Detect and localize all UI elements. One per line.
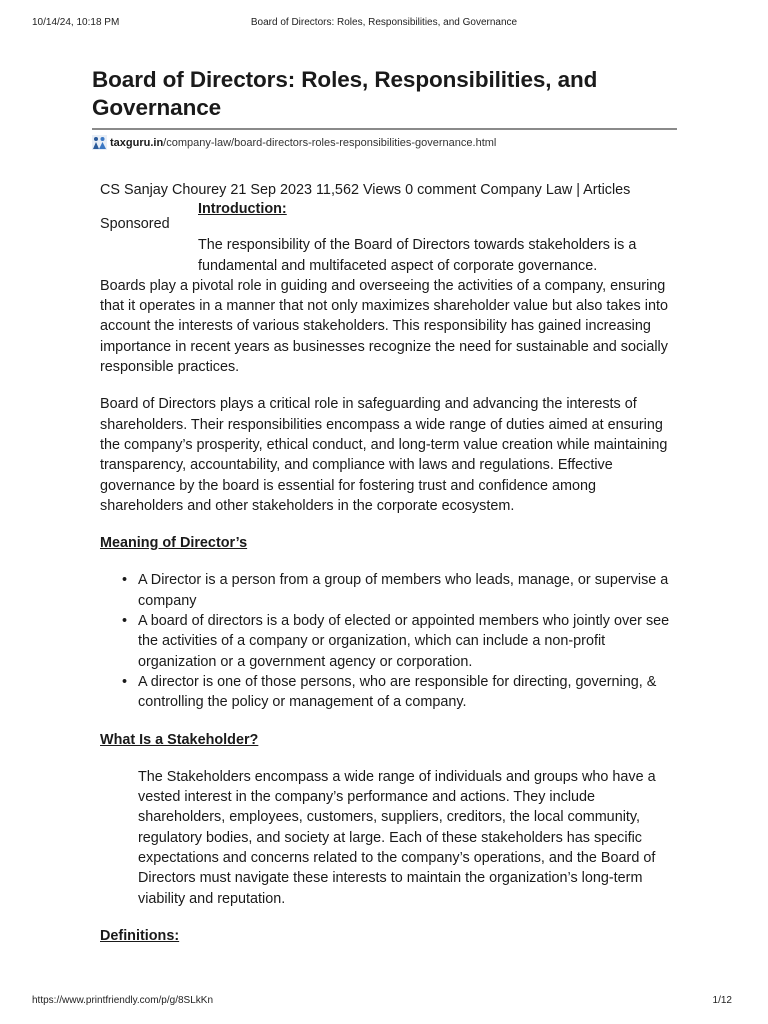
print-url: https://www.printfriendly.com/p/g/8SLkKn	[32, 995, 214, 1006]
intro-heading-row	[100, 200, 680, 235]
site-favicon-icon	[92, 135, 107, 150]
print-page-title: Board of Directors: Roles, Responsibilities, and Governance	[250, 17, 518, 28]
definitions-heading: Definitions:	[100, 927, 180, 944]
stakeholder-paragraph: The Stakeholders encompass a wide range of individuals and groups who have a vested interest in the company’s performance and actions. They include shareholders, employees, customers, suppliers, creditors, the local community, regulatory bodies, and society at large. Each of these stakeholders has specific expectations and concerns related to the company’s operations, and the Board of Directors must navigate these interests to maintain the organization’s long-term viability and reputation.	[138, 768, 656, 907]
meaning-list	[100, 570, 680, 712]
meaning-heading: Meaning of Director’s	[100, 535, 248, 552]
list-item: • A Director is a person from a group of members who leads, manage, or supervise a company	[138, 570, 680, 611]
print-header	[32, 17, 736, 31]
intro-heading: Introduction:	[198, 201, 287, 218]
intro-paragraph-rest: Boards play a pivotal role in guiding and overseeing the activities of a company, ensuring that it operates in a manner that not only maximizes shareholder value but also takes into account the interests of various stakeholders. This responsibility has gained increasing importance in recent years as businesses recognize the need for sustainable and socially responsible practices.	[100, 277, 668, 376]
intro-paragraph	[100, 235, 680, 377]
article-header	[92, 66, 677, 150]
source-domain: taxguru.in	[110, 136, 164, 149]
print-footer	[32, 995, 736, 1009]
source-path: /company-law/board-directors-roles-responsibilities-governance.html	[163, 136, 497, 149]
list-item: • A board of directors is a body of elected or appointed members who jointly over see the activities of a company or organization, which can include a non-profit organization or a government agency or corporation.	[138, 611, 680, 672]
print-date: 10/14/24, 10:18 PM	[32, 17, 120, 28]
title-divider	[92, 128, 677, 130]
article-body	[100, 180, 680, 946]
page-number: 1/12	[712, 995, 732, 1006]
article-meta: CS Sanjay Chourey 21 Sep 2023 11,562 Views 0 comment Company Law | Articles	[100, 182, 631, 198]
list-item: • A director is one of those persons, who are responsible for directing, governing, & controlling the policy or management of a company.	[138, 672, 680, 713]
intro-paragraph-lead: The responsibility of the Board of Directors towards stakeholders is a fundamental and multifaceted aspect of corporate governance.	[198, 237, 637, 274]
article-title: Board of Directors: Roles, Responsibilities, and Governance	[92, 67, 598, 120]
governance-paragraph: Board of Directors plays a critical role in safeguarding and advancing the interests of shareholders. Their responsibilities encompass a wide range of duties aimed at ensuring the company’s prosperity, ethical conduct, and long-term value creation while maintaining transparency, accountability, and compliance with laws and regulations. Effective governance by the board is essential for fostering trust and confidence among shareholders and other stakeholders in the corporate ecosystem.	[100, 396, 668, 514]
stakeholder-heading: What Is a Stakeholder?	[100, 731, 259, 748]
sponsored-label: Sponsored	[100, 216, 170, 233]
source-link[interactable]	[92, 135, 677, 150]
